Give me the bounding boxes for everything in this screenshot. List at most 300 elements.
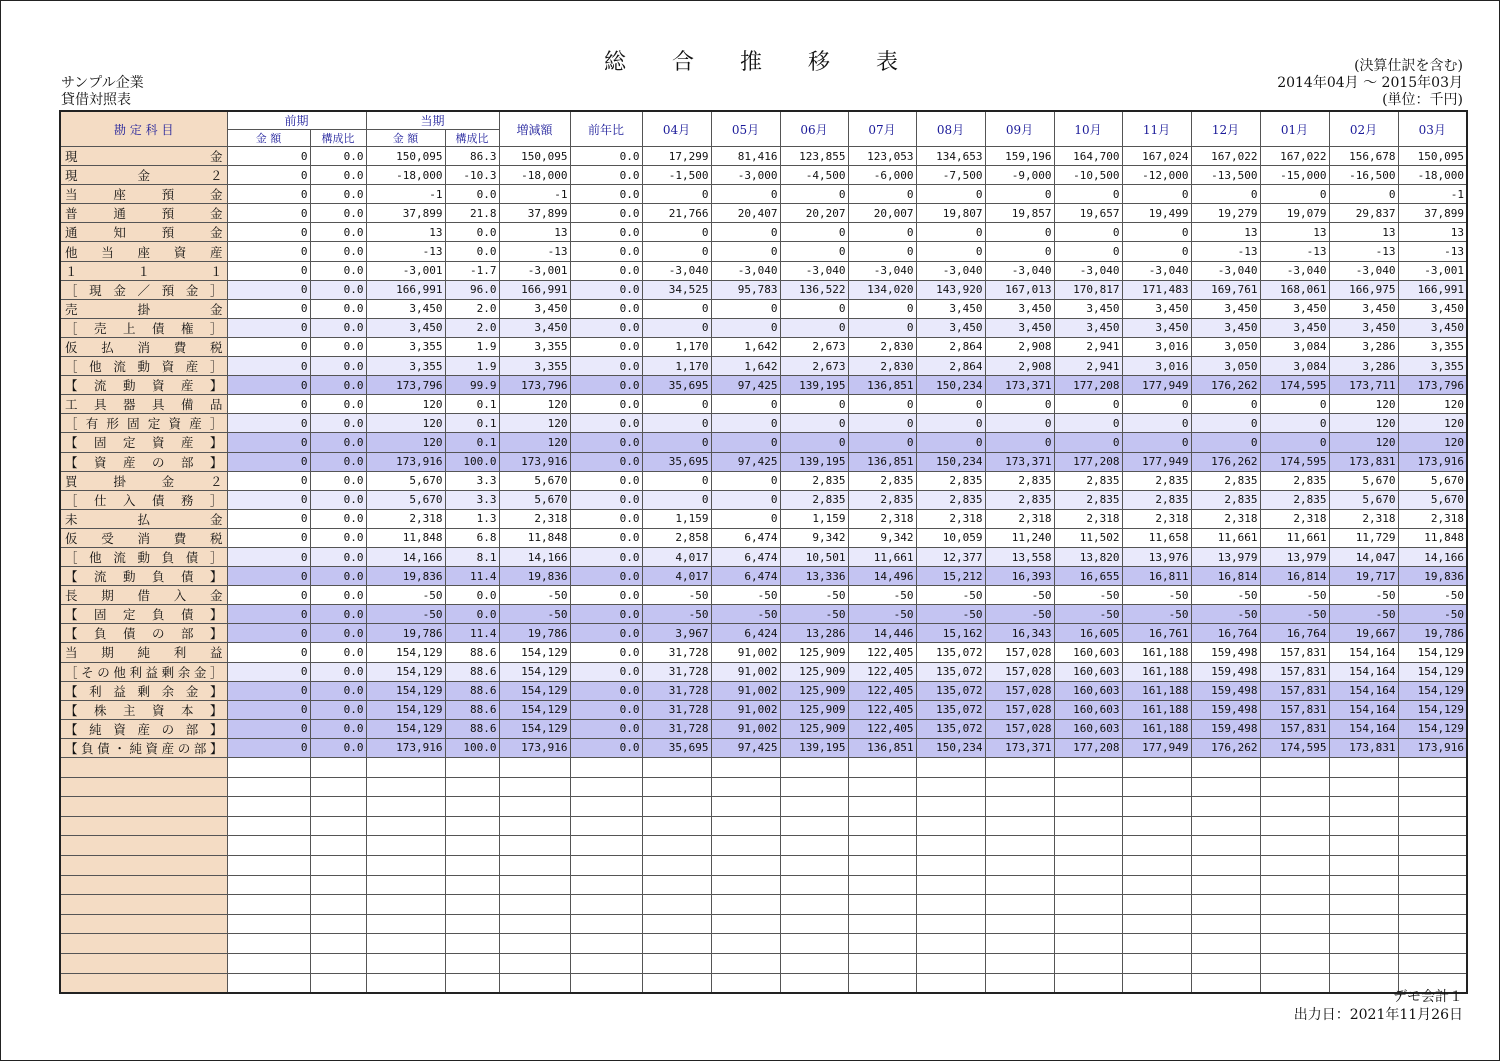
blank-cell bbox=[642, 797, 711, 817]
value-cell: 3,355 bbox=[366, 337, 445, 356]
table-row bbox=[60, 643, 1467, 662]
account-name bbox=[60, 528, 227, 547]
blank-cell bbox=[60, 875, 227, 895]
table-row bbox=[60, 357, 1467, 376]
account-name bbox=[60, 261, 227, 280]
table-row bbox=[60, 662, 1467, 681]
table-row bbox=[60, 605, 1467, 624]
blank-cell bbox=[366, 777, 445, 797]
value-cell: 3,450 bbox=[1122, 318, 1191, 337]
value-cell: 10,059 bbox=[916, 528, 985, 547]
value-cell: 0.1 bbox=[445, 433, 499, 452]
blank-cell bbox=[711, 855, 780, 875]
value-cell: 5,670 bbox=[499, 471, 570, 490]
account-label: 工 具 器 具 備 品 bbox=[65, 397, 223, 413]
value-cell: 34,525 bbox=[642, 280, 711, 299]
value-cell: -9,000 bbox=[985, 166, 1054, 185]
value-cell: 0.0 bbox=[310, 147, 366, 166]
blank-cell bbox=[499, 973, 570, 993]
value-cell: 11.4 bbox=[445, 567, 499, 586]
blank-cell bbox=[642, 914, 711, 934]
value-cell: 3,016 bbox=[1122, 357, 1191, 376]
blank-cell bbox=[1260, 855, 1329, 875]
account-label: 【 流 動 資 産 】 bbox=[65, 378, 223, 394]
value-cell: 19,717 bbox=[1329, 567, 1398, 586]
value-cell: 11,661 bbox=[1191, 528, 1260, 547]
blank-cell bbox=[499, 934, 570, 954]
value-cell: 0 bbox=[1054, 185, 1122, 204]
blank-row bbox=[60, 895, 1467, 915]
value-cell: 0.0 bbox=[570, 433, 642, 452]
value-cell: 0.0 bbox=[570, 738, 642, 757]
value-cell: 159,498 bbox=[1191, 719, 1260, 738]
blank-cell bbox=[916, 895, 985, 915]
blank-cell bbox=[60, 914, 227, 934]
value-cell: 0 bbox=[916, 242, 985, 261]
account-name bbox=[60, 471, 227, 490]
value-cell: 123,053 bbox=[848, 147, 916, 166]
value-cell: 88.6 bbox=[445, 719, 499, 738]
value-cell: 13,558 bbox=[985, 547, 1054, 566]
blank-cell bbox=[1329, 777, 1398, 797]
value-cell: 2,835 bbox=[1191, 471, 1260, 490]
table-row bbox=[60, 452, 1467, 471]
blank-cell bbox=[642, 855, 711, 875]
value-cell: -50 bbox=[1054, 605, 1122, 624]
value-cell: 160,603 bbox=[1054, 719, 1122, 738]
month-header: 01月 bbox=[1260, 111, 1329, 147]
value-cell: 0.0 bbox=[570, 586, 642, 605]
value-cell: -13 bbox=[1398, 242, 1467, 261]
value-cell: 125,909 bbox=[780, 681, 848, 700]
table-row bbox=[60, 624, 1467, 643]
value-cell: 19,079 bbox=[1260, 204, 1329, 223]
blank-cell bbox=[1260, 816, 1329, 836]
value-cell: 0 bbox=[780, 395, 848, 414]
value-cell: 0.1 bbox=[445, 414, 499, 433]
blank-cell bbox=[227, 816, 310, 836]
month-header: 04月 bbox=[642, 111, 711, 147]
blank-cell bbox=[60, 758, 227, 778]
value-cell: 0 bbox=[227, 337, 310, 356]
value-cell: 0 bbox=[916, 414, 985, 433]
account-label: 【 固 定 負 債 】 bbox=[65, 607, 223, 623]
blank-cell bbox=[366, 797, 445, 817]
blank-cell bbox=[848, 875, 916, 895]
value-cell: 2,835 bbox=[780, 490, 848, 509]
blank-cell bbox=[366, 895, 445, 915]
blank-cell bbox=[60, 777, 227, 797]
account-label: 【 株 主 資 本 】 bbox=[65, 702, 223, 718]
blank-cell bbox=[1054, 895, 1122, 915]
value-cell: -50 bbox=[711, 605, 780, 624]
blank-cell bbox=[1398, 758, 1467, 778]
value-cell: 11,729 bbox=[1329, 528, 1398, 547]
account-label: 【 流 動 負 債 】 bbox=[65, 569, 223, 585]
account-name bbox=[60, 357, 227, 376]
value-cell: 1.9 bbox=[445, 357, 499, 376]
value-cell: 3,450 bbox=[366, 299, 445, 318]
value-cell: 122,405 bbox=[848, 719, 916, 738]
value-cell: 16,393 bbox=[985, 567, 1054, 586]
blank-cell bbox=[1398, 914, 1467, 934]
value-cell: -7,500 bbox=[916, 166, 985, 185]
value-cell: 1,159 bbox=[780, 509, 848, 528]
value-cell: 157,831 bbox=[1260, 643, 1329, 662]
table-row bbox=[60, 567, 1467, 586]
blank-cell bbox=[310, 934, 366, 954]
value-cell: 0 bbox=[1122, 242, 1191, 261]
value-cell: 3,050 bbox=[1191, 357, 1260, 376]
blank-cell bbox=[445, 875, 499, 895]
value-cell: 0 bbox=[985, 185, 1054, 204]
value-cell: 2,318 bbox=[1260, 509, 1329, 528]
value-cell: 3,450 bbox=[1191, 318, 1260, 337]
value-cell: 0 bbox=[916, 395, 985, 414]
value-cell: 0 bbox=[1191, 395, 1260, 414]
blank-cell bbox=[499, 758, 570, 778]
value-cell: 0.0 bbox=[310, 719, 366, 738]
value-cell: 2,908 bbox=[985, 337, 1054, 356]
value-cell: 13,820 bbox=[1054, 547, 1122, 566]
value-cell: 2,318 bbox=[1122, 509, 1191, 528]
blank-row bbox=[60, 953, 1467, 973]
blank-cell bbox=[1191, 855, 1260, 875]
report-period: 2014年04月 ～ 2015年03月 bbox=[1277, 75, 1463, 91]
blank-cell bbox=[642, 816, 711, 836]
blank-cell bbox=[366, 914, 445, 934]
value-cell: 10,501 bbox=[780, 547, 848, 566]
account-label: 【 利 益 剰 余 金 】 bbox=[65, 683, 223, 699]
blank-cell bbox=[916, 777, 985, 797]
blank-cell bbox=[985, 797, 1054, 817]
value-cell: 0 bbox=[1260, 185, 1329, 204]
blank-row bbox=[60, 797, 1467, 817]
value-cell: 13 bbox=[1329, 223, 1398, 242]
value-cell: 3,355 bbox=[499, 337, 570, 356]
value-cell: 154,129 bbox=[1398, 643, 1467, 662]
blank-cell bbox=[1122, 895, 1191, 915]
blank-row bbox=[60, 914, 1467, 934]
blank-cell bbox=[1398, 875, 1467, 895]
value-cell: 166,975 bbox=[1329, 280, 1398, 299]
value-cell: 0.0 bbox=[570, 242, 642, 261]
value-cell: 2,318 bbox=[1398, 509, 1467, 528]
value-cell: 0 bbox=[227, 643, 310, 662]
blank-cell bbox=[499, 797, 570, 817]
value-cell: 0 bbox=[848, 185, 916, 204]
account-label: １ １ １ bbox=[65, 263, 223, 279]
account-label: 未 払 金 bbox=[65, 511, 223, 527]
blank-cell bbox=[642, 973, 711, 993]
value-cell: 0 bbox=[1260, 433, 1329, 452]
value-cell: 3,084 bbox=[1260, 337, 1329, 356]
value-cell: 154,164 bbox=[1329, 643, 1398, 662]
value-cell: 20,007 bbox=[848, 204, 916, 223]
value-cell: 122,405 bbox=[848, 662, 916, 681]
blank-cell bbox=[1191, 895, 1260, 915]
blank-cell bbox=[1329, 836, 1398, 856]
value-cell: 169,761 bbox=[1191, 280, 1260, 299]
value-cell: -1 bbox=[1398, 185, 1467, 204]
blank-cell bbox=[916, 797, 985, 817]
blank-cell bbox=[780, 758, 848, 778]
table-row bbox=[60, 318, 1467, 337]
value-cell: 21.8 bbox=[445, 204, 499, 223]
month-header: 12月 bbox=[1191, 111, 1260, 147]
table-row bbox=[60, 299, 1467, 318]
value-cell: 173,916 bbox=[366, 452, 445, 471]
value-cell: -12,000 bbox=[1122, 166, 1191, 185]
table-row bbox=[60, 700, 1467, 719]
value-cell: 2,673 bbox=[780, 337, 848, 356]
value-cell: 0.0 bbox=[310, 318, 366, 337]
blank-cell bbox=[445, 895, 499, 915]
blank-cell bbox=[1260, 895, 1329, 915]
value-cell: 29,837 bbox=[1329, 204, 1398, 223]
value-cell: -3,000 bbox=[711, 166, 780, 185]
account-name bbox=[60, 376, 227, 395]
value-cell: 176,262 bbox=[1191, 376, 1260, 395]
curr-amount-header: 金 額 bbox=[366, 130, 445, 147]
value-cell: 3,450 bbox=[1260, 299, 1329, 318]
value-cell: 2,835 bbox=[1260, 490, 1329, 509]
value-cell: 0.0 bbox=[570, 624, 642, 643]
value-cell: 157,028 bbox=[985, 662, 1054, 681]
value-cell: 159,498 bbox=[1191, 662, 1260, 681]
value-cell: 0 bbox=[916, 185, 985, 204]
table-row bbox=[60, 681, 1467, 700]
blank-cell bbox=[711, 758, 780, 778]
value-cell: 154,129 bbox=[1398, 700, 1467, 719]
value-cell: 0 bbox=[227, 414, 310, 433]
blank-cell bbox=[1329, 914, 1398, 934]
value-cell: 0.0 bbox=[310, 433, 366, 452]
value-cell: 177,208 bbox=[1054, 452, 1122, 471]
value-cell: 0.0 bbox=[310, 242, 366, 261]
month-header: 03月 bbox=[1398, 111, 1467, 147]
value-cell: 3,450 bbox=[1398, 318, 1467, 337]
account-label: ［ 他 流 動 資 産 ］ bbox=[65, 359, 223, 375]
blank-cell bbox=[570, 895, 642, 915]
value-cell: 0.0 bbox=[570, 605, 642, 624]
blank-cell bbox=[916, 836, 985, 856]
value-cell: 19,667 bbox=[1329, 624, 1398, 643]
value-cell: 0 bbox=[711, 223, 780, 242]
value-cell: 2.0 bbox=[445, 299, 499, 318]
value-cell: 2,318 bbox=[1329, 509, 1398, 528]
value-cell: 16,343 bbox=[985, 624, 1054, 643]
value-cell: 3,050 bbox=[1191, 337, 1260, 356]
value-cell: -50 bbox=[366, 605, 445, 624]
value-cell: 0 bbox=[227, 509, 310, 528]
value-cell: 0.0 bbox=[570, 509, 642, 528]
blank-cell bbox=[1191, 875, 1260, 895]
value-cell: 6,474 bbox=[711, 547, 780, 566]
value-cell: 139,195 bbox=[780, 376, 848, 395]
value-cell: 160,603 bbox=[1054, 662, 1122, 681]
statement-name: 貸借対照表 bbox=[61, 92, 131, 108]
blank-cell bbox=[227, 777, 310, 797]
value-cell: 3,016 bbox=[1122, 337, 1191, 356]
value-cell: -13 bbox=[499, 242, 570, 261]
value-cell: 0 bbox=[1054, 223, 1122, 242]
value-cell: 11,848 bbox=[499, 528, 570, 547]
value-cell: 2,908 bbox=[985, 357, 1054, 376]
blank-cell bbox=[499, 875, 570, 895]
value-cell: 19,279 bbox=[1191, 204, 1260, 223]
blank-cell bbox=[227, 758, 310, 778]
value-cell: -50 bbox=[848, 586, 916, 605]
blank-cell bbox=[570, 855, 642, 875]
value-cell: 0.0 bbox=[570, 395, 642, 414]
value-cell: 0 bbox=[848, 414, 916, 433]
blank-row bbox=[60, 875, 1467, 895]
account-name bbox=[60, 299, 227, 318]
value-cell: 0.0 bbox=[570, 528, 642, 547]
value-cell: -50 bbox=[1054, 586, 1122, 605]
blank-cell bbox=[499, 777, 570, 797]
value-cell: 0 bbox=[227, 471, 310, 490]
value-cell: -50 bbox=[916, 605, 985, 624]
blank-cell bbox=[780, 816, 848, 836]
value-cell: 157,028 bbox=[985, 643, 1054, 662]
value-cell: 99.9 bbox=[445, 376, 499, 395]
account-name bbox=[60, 662, 227, 681]
blank-cell bbox=[711, 914, 780, 934]
account-label: 買 掛 金 ２ bbox=[65, 473, 223, 489]
value-cell: 0 bbox=[227, 700, 310, 719]
blank-cell bbox=[1191, 777, 1260, 797]
account-name bbox=[60, 185, 227, 204]
blank-cell bbox=[1260, 914, 1329, 934]
blank-cell bbox=[1122, 816, 1191, 836]
blank-cell bbox=[780, 895, 848, 915]
blank-cell bbox=[780, 973, 848, 993]
value-cell: 2,673 bbox=[780, 357, 848, 376]
blank-cell bbox=[60, 934, 227, 954]
value-cell: 1,159 bbox=[642, 509, 711, 528]
value-cell: 157,028 bbox=[985, 681, 1054, 700]
blank-cell bbox=[1191, 758, 1260, 778]
value-cell: -50 bbox=[711, 586, 780, 605]
value-cell: 0 bbox=[1054, 433, 1122, 452]
table-row bbox=[60, 490, 1467, 509]
blank-cell bbox=[642, 953, 711, 973]
value-cell: 3,450 bbox=[499, 299, 570, 318]
value-cell: 11.4 bbox=[445, 624, 499, 643]
blank-cell bbox=[1398, 855, 1467, 875]
blank-cell bbox=[1329, 895, 1398, 915]
blank-cell bbox=[711, 953, 780, 973]
blank-cell bbox=[1191, 797, 1260, 817]
value-cell: 0 bbox=[848, 433, 916, 452]
value-cell: 174,595 bbox=[1260, 738, 1329, 757]
value-cell: 0 bbox=[642, 414, 711, 433]
value-cell: 0 bbox=[848, 318, 916, 337]
blank-cell bbox=[366, 855, 445, 875]
blank-cell bbox=[780, 914, 848, 934]
table-row bbox=[60, 147, 1467, 166]
value-cell: 0.0 bbox=[570, 490, 642, 509]
value-cell: -3,001 bbox=[499, 261, 570, 280]
blank-cell bbox=[310, 836, 366, 856]
value-cell: -50 bbox=[1329, 605, 1398, 624]
blank-cell bbox=[1191, 934, 1260, 954]
value-cell: -6,000 bbox=[848, 166, 916, 185]
account-name bbox=[60, 643, 227, 662]
value-cell: 0 bbox=[227, 261, 310, 280]
value-cell: 19,499 bbox=[1122, 204, 1191, 223]
value-cell: -18,000 bbox=[1398, 166, 1467, 185]
blank-cell bbox=[916, 934, 985, 954]
blank-cell bbox=[780, 777, 848, 797]
value-cell: 168,061 bbox=[1260, 280, 1329, 299]
value-cell: 3,355 bbox=[1398, 357, 1467, 376]
blank-cell bbox=[227, 836, 310, 856]
value-cell: -10,500 bbox=[1054, 166, 1122, 185]
value-cell: 0 bbox=[780, 185, 848, 204]
blank-cell bbox=[227, 895, 310, 915]
value-cell: 161,188 bbox=[1122, 643, 1191, 662]
value-cell: 170,817 bbox=[1054, 280, 1122, 299]
value-cell: 0 bbox=[1260, 414, 1329, 433]
value-cell: 16,761 bbox=[1122, 624, 1191, 643]
curr-ratio-header: 構成比 bbox=[445, 130, 499, 147]
blank-cell bbox=[570, 953, 642, 973]
value-cell: 135,072 bbox=[916, 719, 985, 738]
value-cell: 2,318 bbox=[499, 509, 570, 528]
value-cell: 0 bbox=[916, 433, 985, 452]
value-cell: 3,355 bbox=[499, 357, 570, 376]
value-cell: 0 bbox=[227, 567, 310, 586]
blank-cell bbox=[916, 758, 985, 778]
value-cell: 0.0 bbox=[310, 681, 366, 700]
value-cell: 166,991 bbox=[366, 280, 445, 299]
value-cell: -15,000 bbox=[1260, 166, 1329, 185]
account-label: 長 期 借 入 金 bbox=[65, 588, 223, 604]
value-cell: 0 bbox=[1329, 185, 1398, 204]
table-row bbox=[60, 586, 1467, 605]
value-cell: 11,240 bbox=[985, 528, 1054, 547]
value-cell: 0.0 bbox=[310, 567, 366, 586]
account-label: 【 負 債 ・ 純 資 産 の 部 】 bbox=[65, 740, 223, 756]
value-cell: 91,002 bbox=[711, 719, 780, 738]
value-cell: -3,001 bbox=[366, 261, 445, 280]
account-name bbox=[60, 547, 227, 566]
value-cell: 173,831 bbox=[1329, 452, 1398, 471]
value-cell: 0 bbox=[227, 376, 310, 395]
account-name bbox=[60, 509, 227, 528]
value-cell: 157,028 bbox=[985, 719, 1054, 738]
blank-cell bbox=[1260, 934, 1329, 954]
blank-cell bbox=[60, 973, 227, 993]
value-cell: 0 bbox=[711, 490, 780, 509]
value-cell: 0 bbox=[1191, 433, 1260, 452]
value-cell: 139,195 bbox=[780, 452, 848, 471]
value-cell: 0.0 bbox=[570, 662, 642, 681]
value-cell: 167,013 bbox=[985, 280, 1054, 299]
value-cell: 173,371 bbox=[985, 376, 1054, 395]
value-cell: 2,835 bbox=[848, 471, 916, 490]
value-cell: -3,040 bbox=[1191, 261, 1260, 280]
value-cell: 3,450 bbox=[985, 318, 1054, 337]
value-cell: 150,095 bbox=[1398, 147, 1467, 166]
value-cell: 0.0 bbox=[570, 357, 642, 376]
account-label: 当 期 純 利 益 bbox=[65, 645, 223, 661]
value-cell: 173,371 bbox=[985, 452, 1054, 471]
value-cell: 177,208 bbox=[1054, 376, 1122, 395]
